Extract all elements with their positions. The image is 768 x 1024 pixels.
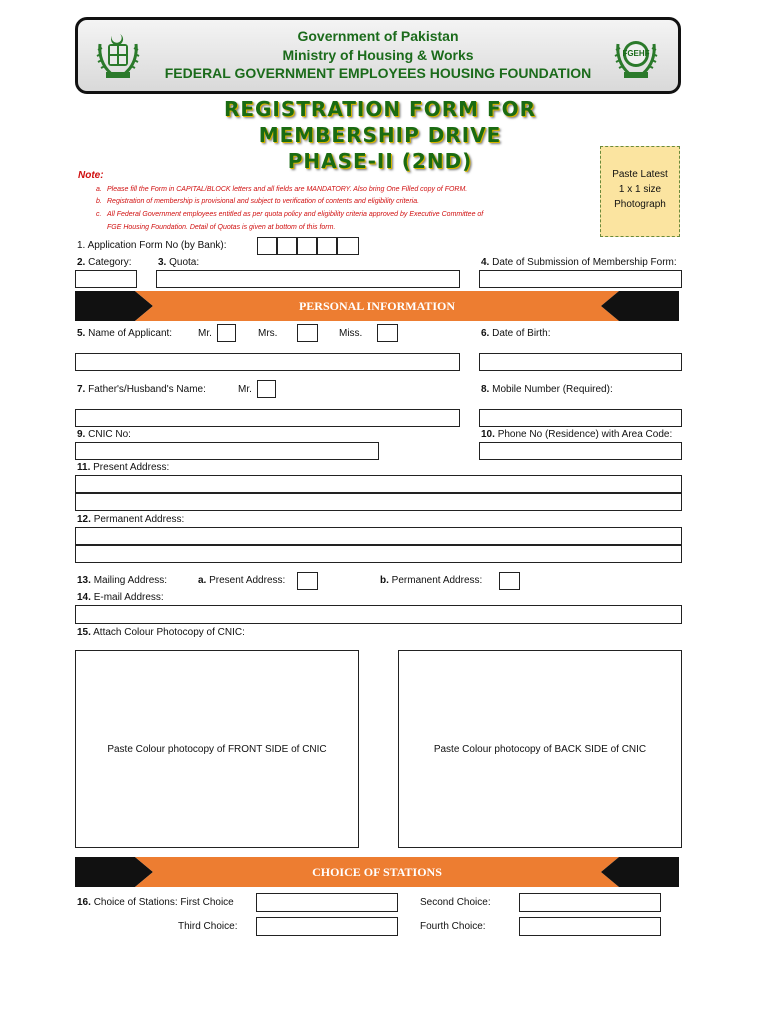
quota-field[interactable] xyxy=(156,270,460,288)
second-choice-label: Second Choice: xyxy=(420,897,491,908)
personal-information-title: PERSONAL INFORMATION xyxy=(298,299,456,313)
note-c: All Federal Government employees entitled as per quota policy and eligibility criteria approved by Executive Committee of xyxy=(107,211,484,218)
header-line-3: FEDERAL GOVERNMENT EMPLOYEES HOUSING FOUNDATION xyxy=(164,65,592,81)
cnic-front-text: Paste Colour photocopy of FRONT SIDE of CNIC xyxy=(107,743,327,755)
photo-line-3: Photograph xyxy=(614,199,666,210)
choice-of-stations-banner xyxy=(75,857,679,887)
mrs-checkbox[interactable] xyxy=(297,324,318,342)
phone-label: 10. Phone No (Residence) with Area Code: xyxy=(481,429,673,440)
father-mr-checkbox[interactable] xyxy=(257,380,276,398)
present-address-field-2[interactable] xyxy=(75,493,682,511)
photo-placeholder[interactable] xyxy=(600,146,680,237)
letterhead xyxy=(75,17,681,94)
header-line-1: Government of Pakistan xyxy=(297,28,459,44)
permanent-address-field-2[interactable] xyxy=(75,545,682,563)
mailing-permanent-checkbox[interactable] xyxy=(499,572,520,590)
miss-label: Miss. xyxy=(339,328,363,339)
header-line-2: Ministry of Housing & Works xyxy=(282,47,474,63)
form-title-line-2: MEMBERSHIP DRIVE xyxy=(258,123,502,147)
third-choice-field[interactable] xyxy=(256,917,398,936)
first-choice-label: 16. Choice of Stations: First Choice xyxy=(77,897,234,908)
application-form-no-field[interactable] xyxy=(257,237,359,255)
note-heading: Note: xyxy=(78,170,104,181)
submission-date-label: 4. Date of Submission of Membership Form: xyxy=(481,257,677,268)
mailing-present-checkbox[interactable] xyxy=(297,572,318,590)
father-name-label: 7. Father's/Husband's Name: xyxy=(77,384,206,395)
mailing-permanent-label: b. Permanent Address: xyxy=(380,575,483,586)
photo-line-2: 1 x 1 size xyxy=(618,184,662,195)
mobile-field[interactable] xyxy=(479,409,682,427)
photo-line-1: Paste Latest xyxy=(612,169,668,180)
permanent-address-field-1[interactable] xyxy=(75,527,682,545)
fgehf-logo-icon xyxy=(614,30,658,82)
applicant-name-field[interactable] xyxy=(75,353,460,371)
choice-of-stations-title: CHOICE OF STATIONS xyxy=(312,865,442,879)
cnic-photocopy-label: 15. Attach Colour Photocopy of CNIC: xyxy=(77,627,245,638)
applicant-name-label: 5. Name of Applicant: xyxy=(77,328,173,339)
note-b-marker: b. xyxy=(96,198,102,205)
mr-label: Mr. xyxy=(198,328,212,339)
second-choice-field[interactable] xyxy=(519,893,661,912)
fourth-choice-field[interactable] xyxy=(519,917,661,936)
cnic-back-area[interactable] xyxy=(398,650,682,848)
category-label: 2. Category: xyxy=(77,257,132,268)
permanent-address-label: 12. Permanent Address: xyxy=(77,514,185,525)
fourth-choice-label: Fourth Choice: xyxy=(420,921,486,932)
present-address-field-1[interactable] xyxy=(75,475,682,493)
email-field[interactable] xyxy=(75,605,682,624)
form-title-line-3: PHASE-II (2ND) xyxy=(287,149,473,173)
dob-field[interactable] xyxy=(479,353,682,371)
note-b: Registration of membership is provisional and subject to verification of contents and eligibility criteria. xyxy=(107,198,420,205)
mrs-label: Mrs. xyxy=(258,328,278,339)
mr-label-2: Mr. xyxy=(238,384,252,395)
fgehf-logo-text: FGEHF xyxy=(622,49,650,58)
dob-label: 6. Date of Birth: xyxy=(481,328,551,339)
present-address-label: 11. Present Address: xyxy=(77,462,170,473)
note-a-marker: a. xyxy=(96,186,102,193)
cnic-back-text: Paste Colour photocopy of BACK SIDE of CNIC xyxy=(433,743,647,755)
personal-information-banner xyxy=(75,291,679,321)
third-choice-label: Third Choice: xyxy=(178,921,238,932)
note-a: Please fill the Form in CAPITAL/BLOCK letters and all fields are MANDATORY. Also bring One Filled copy of FORM. xyxy=(107,186,468,193)
first-choice-field[interactable] xyxy=(256,893,398,912)
mobile-label: 8. Mobile Number (Required): xyxy=(481,384,613,395)
cnic-field[interactable] xyxy=(75,442,379,460)
mailing-address-label: 13. Mailing Address: xyxy=(77,575,168,586)
note-c-continued: FGE Housing Foundation. Detail of Quotas is given at bottom of this form. xyxy=(107,224,336,231)
phone-field[interactable] xyxy=(479,442,682,460)
submission-date-field[interactable] xyxy=(479,270,682,288)
quota-label: 3. Quota: xyxy=(158,257,200,268)
category-field[interactable] xyxy=(75,270,137,288)
miss-checkbox[interactable] xyxy=(377,324,398,342)
cnic-front-area[interactable] xyxy=(75,650,359,848)
mr-checkbox[interactable] xyxy=(217,324,236,342)
father-name-field[interactable] xyxy=(75,409,460,427)
mailing-present-label: a. Present Address: xyxy=(198,575,286,586)
note-c-marker: c. xyxy=(96,211,102,218)
cnic-label: 9. CNIC No: xyxy=(77,429,131,440)
email-label: 14. E-mail Address: xyxy=(77,592,164,603)
application-form-no-label: 1. Application Form No (by Bank): xyxy=(77,240,227,251)
form-title-line-1: REGISTRATION FORM FOR xyxy=(223,97,537,121)
